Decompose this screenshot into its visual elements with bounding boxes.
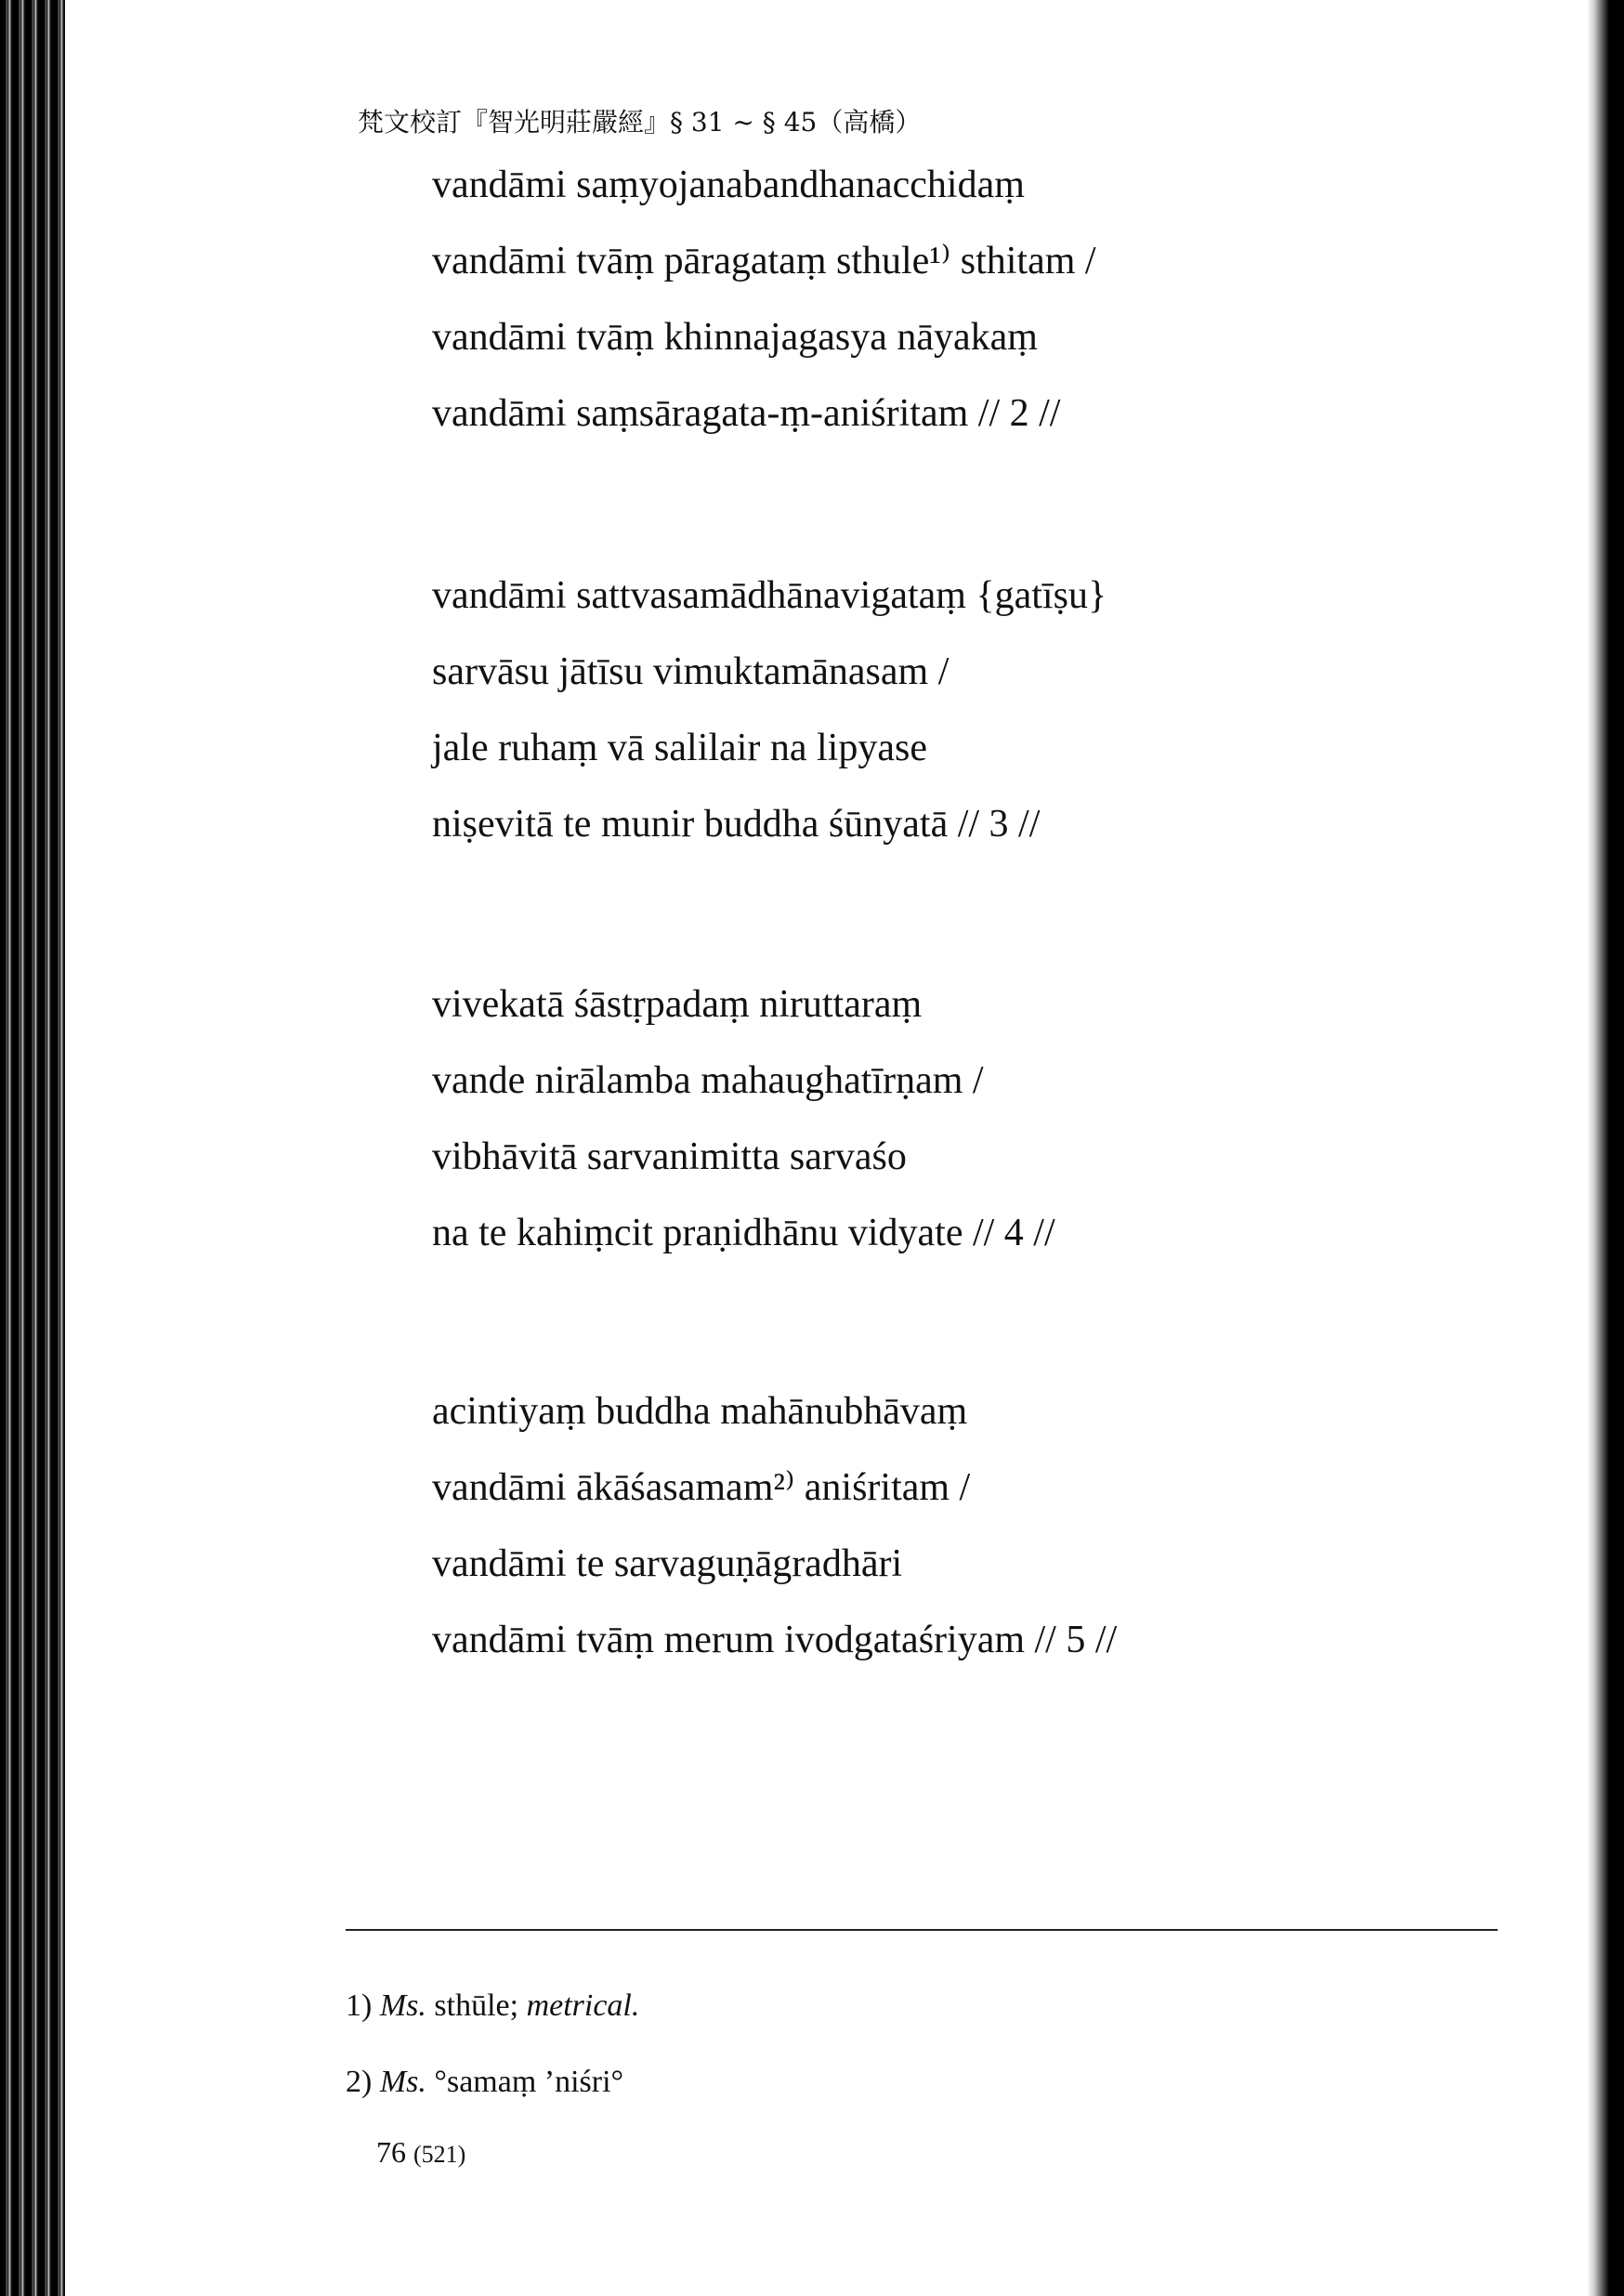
verse-line: vandāmi saṃsāragata-ṃ-aniśritam // 2 // [432, 392, 1061, 435]
verse-line: acintiyaṃ buddha mahānubhāvaṃ [432, 1390, 968, 1433]
footnote-2 [346, 2065, 623, 2100]
verse-line: vandāmi ākāśasamam²⁾ aniśritam / [432, 1466, 971, 1509]
page-number [376, 2135, 465, 2170]
verse-line: vivekatā śāstṛpadaṃ niruttaraṃ [432, 983, 923, 1026]
page-number-main: 76 [376, 2135, 406, 2169]
verse-line: vibhāvitā sarvanimitta sarvaśo [432, 1135, 907, 1178]
verse-line: vande nirālamba mahaughatīrṇam / [432, 1059, 984, 1102]
footnote-number: 2) [346, 2065, 373, 2099]
footnote-number: 1) [346, 1988, 373, 2023]
manuscript-label: Ms. [379, 1988, 426, 2023]
verse-line: vandāmi tvāṃ pāragataṃ sthule¹⁾ sthitam / [432, 240, 1096, 282]
footnote-rule [346, 1929, 1498, 1931]
page-number-alt: (521) [413, 2141, 466, 2168]
stanza-5 [432, 1373, 1117, 1678]
verse-line: vandāmi te sarvaguṇāgradhāri [432, 1542, 903, 1585]
footnote-1 [346, 1988, 639, 2024]
stanza-4 [432, 966, 1055, 1271]
running-header: 梵文校訂『智光明莊嚴經』§ 31 ~ § 45（高橋） [358, 107, 922, 138]
verse-line: vandāmi tvāṃ khinnajagasya nāyakaṃ [432, 316, 1038, 359]
footnote-note: metrical. [526, 1988, 640, 2023]
verse-line: niṣevitā te munir buddha śūnyatā // 3 // [432, 803, 1041, 846]
verse-line: sarvāsu jātīsu vimuktamānasam / [432, 650, 950, 693]
scan-edge-right [1587, 0, 1624, 2296]
stanza-3 [432, 558, 1107, 862]
footnote-text: sthūle; [434, 1988, 527, 2023]
verse-line: vandāmi sattvasamādhānavigataṃ {gatīṣu} [432, 574, 1107, 617]
footnote-text: °samaṃ ’niśri° [434, 2065, 624, 2099]
manuscript-label: Ms. [379, 2065, 426, 2099]
verse-line: vandāmi tvāṃ merum ivodgataśriyam // 5 // [432, 1619, 1118, 1661]
verse-line: na te kahiṃcit praṇidhānu vidyate // 4 // [432, 1212, 1055, 1254]
stanza-2 [432, 147, 1096, 452]
verse-line: vandāmi saṃyojanabandhanacchidaṃ [432, 164, 1025, 206]
verse-line: jale ruhaṃ vā salilair na lipyase [432, 727, 927, 769]
